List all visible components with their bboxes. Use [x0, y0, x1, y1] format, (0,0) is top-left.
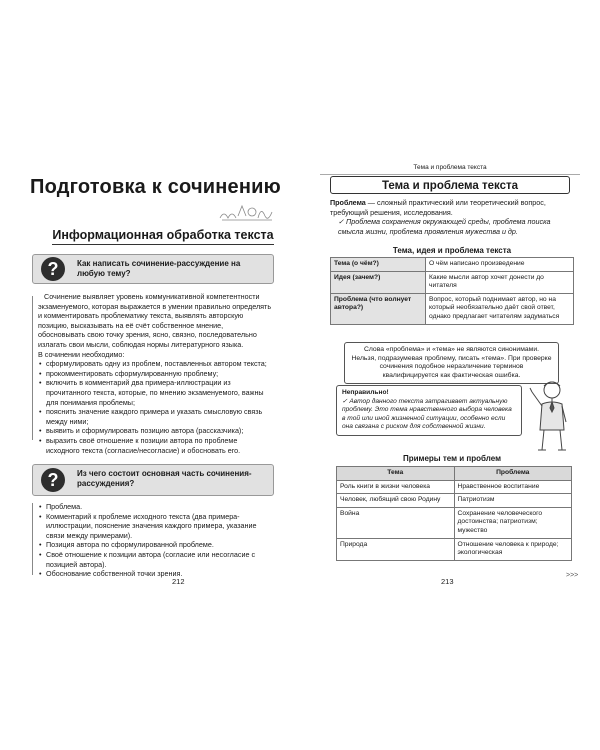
section-title-right: Тема и проблема текста — [330, 176, 570, 194]
list-item: • выразить своё отношение к позиции автора по проблеме исходного текста (согласие/несогласие) и обосновать его. — [38, 436, 272, 455]
table-cell: Роль книги в жизни человека — [337, 480, 455, 494]
theme-idea-table — [330, 257, 574, 325]
table-row — [337, 538, 572, 560]
list-item: • Позиция автора по сформулированной проблеме. — [38, 540, 272, 550]
list-item: • Обоснование собственной точки зрения. — [38, 569, 272, 579]
table-cell: Какие мысли автор хочет донести до читателя — [426, 271, 574, 293]
table-cell: Война — [337, 507, 455, 538]
table-row — [331, 258, 574, 272]
wrong-title: Неправильно! — [342, 389, 389, 396]
table1-title: Тема, идея и проблема текста — [392, 246, 512, 255]
table-cell: Патриотизм — [454, 494, 572, 508]
question-icon: ? — [41, 468, 65, 492]
table-row — [331, 293, 574, 324]
page-number-left: 212 — [172, 577, 185, 586]
decorative-doodle-icon — [218, 200, 274, 222]
table2-title: Примеры тем и проблем — [403, 454, 501, 463]
check-icon: ✓ — [338, 217, 347, 227]
list-item: • выявить и сформулировать позицию автора (рассказчика); — [38, 426, 272, 436]
list-intro: В сочинении необходимо: — [38, 349, 125, 359]
table-row — [331, 271, 574, 293]
list-item: • сформулировать одну из проблем, поставленных автором текста; — [38, 359, 272, 369]
wrong-text: Автор данного текста затрагивает актуальную проблему. Это тема нравственного выбора человека в той или иной жизненной ситуации, особенно если она связана с риском для собственной жизни. — [342, 397, 512, 431]
list-item: • Своё отношение к позиции автора (согласие или несогласие с позицией автора). — [38, 550, 272, 569]
intro-paragraph: Сочинение выявляет уровень коммуникативной компетентности экзаменуемого, которая выражается в умении правильно определять и комментировать проблематику текста, выявлять авторскую позицию, высказывать на её счёт собственное мнение, обосновывать свою точку зрения, ясно, связно, последовательно излагать свои мысли, соблюдая нормы литературного языка. — [38, 292, 272, 349]
definition-text: — сложный практический или теоретический вопрос, требующий решения, исследования. — [330, 198, 546, 217]
running-header: Тема и проблема текста — [320, 162, 580, 175]
table-cell: Вопрос, который поднимает автор, но на который необязательно даёт свой ответ, однако предлагает читателям задуматься — [426, 293, 574, 324]
question-icon: ? — [41, 257, 65, 281]
table-cell: Нравственное воспитание — [454, 480, 572, 494]
check-icon: ✓ — [342, 397, 350, 405]
table-cell: Природа — [337, 538, 455, 560]
wrong-example-box — [336, 385, 522, 436]
themes-problems-table — [336, 466, 572, 561]
table-cell: Человек, любящий свою Родину — [337, 494, 455, 508]
table-row — [337, 480, 572, 494]
table-cell-label: Тема (о чём?) — [331, 258, 426, 272]
list-item: • пояснить значение каждого примера и указать смысловую связь между ними; — [38, 407, 272, 426]
question-box-1 — [32, 254, 274, 284]
list-item: • включить в комментарий два примера-иллюстрации из прочитанного текста, которые, по мнению экзаменуемого, важны для понимания проблемы; — [38, 378, 272, 407]
column-header: Проблема — [454, 467, 572, 481]
section-title: Информационная обработка текста — [52, 228, 274, 245]
page-title: Подготовка к сочинению — [30, 176, 281, 198]
table-row — [337, 507, 572, 538]
structure-list — [38, 502, 272, 579]
table-row — [337, 494, 572, 508]
continue-arrows: >>> — [566, 572, 579, 579]
definition — [330, 198, 574, 236]
table-cell: О чём написано произведение — [426, 258, 574, 272]
essay-instructions — [38, 292, 272, 455]
table-cell: Отношение человека к природе; экологическая — [454, 538, 572, 560]
question-box-2 — [32, 464, 274, 496]
page-number-right: 213 — [441, 577, 454, 586]
list-item: • Проблема. — [38, 502, 272, 512]
note-box: Слова «проблема» и «тема» не являются синонимами. Нельзя, подразумевая проблему, писать «тема». При проверке сочинения подобное неразличение терминов квалифицируется как фактическая ошибка. — [344, 342, 559, 384]
list-item: • Комментарий к проблеме исходного текста (два примера-иллюстрации, пояснение значения каждого примера, указание связи между примерами). — [38, 512, 272, 541]
list-item: • прокомментировать сформулированную проблему; — [38, 369, 272, 379]
professor-illustration-icon — [522, 378, 580, 454]
question-text: Как написать сочинение-рассуждение на любую тему? — [77, 259, 241, 278]
requirements-list — [38, 359, 272, 455]
definition-term: Проблема — [330, 198, 366, 207]
table-header-row — [337, 467, 572, 481]
question-text: Из чего состоит основная часть сочинения-рассуждения? — [77, 469, 252, 488]
table-cell-label: Проблема (что волнует автора?) — [331, 293, 426, 324]
definition-example: Проблема сохранения окружающей среды, проблема поиска смысла жизни, проблема проявления мужества и др. — [338, 217, 551, 236]
left-rule-2 — [32, 503, 33, 575]
column-header: Тема — [337, 467, 455, 481]
table-cell: Сохранение человеческого достоинства; патриотизм; мужество — [454, 507, 572, 538]
left-rule — [32, 296, 33, 440]
essay-structure — [38, 502, 272, 579]
table-cell-label: Идея (зачем?) — [331, 271, 426, 293]
